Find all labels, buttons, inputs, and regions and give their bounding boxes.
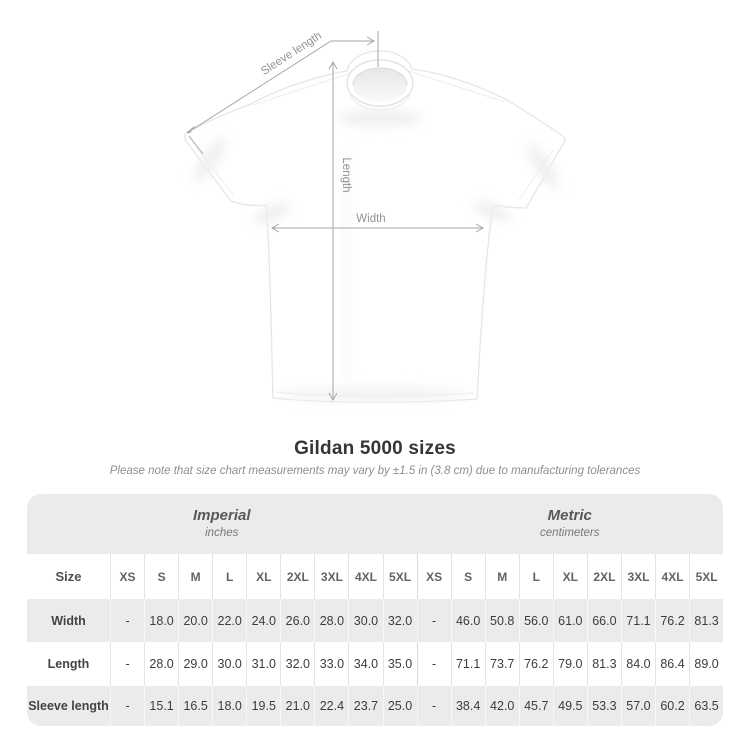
value-cell: 20.0 <box>178 599 212 642</box>
value-cell: 42.0 <box>485 686 519 726</box>
value-cell: 89.0 <box>689 642 723 686</box>
size-header-xl: XL <box>246 554 280 599</box>
tolerance-note: Please note that size chart measurements may vary by ±1.5 in (3.8 cm) due to manufacturing tolerances <box>109 465 641 477</box>
row-label: Length <box>47 657 90 671</box>
size-header-4xl: 4XL <box>348 554 382 599</box>
size-header-row <box>27 554 723 599</box>
value-cell: 76.2 <box>655 599 689 642</box>
value-cell: 60.2 <box>655 686 689 726</box>
size-header-2xl: 2XL <box>587 554 621 599</box>
metric-label: Metric <box>547 507 592 525</box>
size-header-2xl: 2XL <box>280 554 314 599</box>
size-header-m: M <box>485 554 519 599</box>
value-cell: 15.1 <box>144 686 178 726</box>
value-cell: 79.0 <box>553 642 587 686</box>
size-header-xl: XL <box>553 554 587 599</box>
sleeve-length-label: Sleeve length <box>259 29 325 78</box>
value-cell: 57.0 <box>621 686 655 726</box>
value-cell: 32.0 <box>383 599 417 642</box>
size-header-l: L <box>212 554 246 599</box>
value-cell: 50.8 <box>485 599 519 642</box>
title-block <box>0 438 750 477</box>
value-cell: 33.0 <box>314 642 348 686</box>
value-cell: 18.0 <box>212 686 246 726</box>
size-header-5xl: 5XL <box>689 554 723 599</box>
value-cell: 81.3 <box>587 642 621 686</box>
value-cell: 63.5 <box>689 686 723 726</box>
size-table <box>27 494 723 726</box>
value-cell: - <box>110 642 144 686</box>
metric-unit-label: centimeters <box>540 526 600 539</box>
value-cell: 53.3 <box>587 686 621 726</box>
value-cell: 23.7 <box>348 686 382 726</box>
value-cell: 30.0 <box>212 642 246 686</box>
value-cell: 81.3 <box>689 599 723 642</box>
tshirt-collar <box>347 60 413 110</box>
value-cell: 56.0 <box>519 599 553 642</box>
value-cell: 49.5 <box>553 686 587 726</box>
unit-group-row <box>27 494 723 554</box>
size-column-header: Size <box>55 569 82 584</box>
row-label: Sleeve length <box>28 699 109 713</box>
value-cell: 29.0 <box>178 642 212 686</box>
table-row-length <box>27 642 723 686</box>
size-header-xs: XS <box>417 554 451 599</box>
row-label: Width <box>51 613 86 628</box>
value-cell: 35.0 <box>383 642 417 686</box>
imperial-unit-label: inches <box>205 526 239 539</box>
value-cell: 38.4 <box>451 686 485 726</box>
value-cell: 28.0 <box>314 599 348 642</box>
size-header-s: S <box>144 554 178 599</box>
size-header-m: M <box>178 554 212 599</box>
size-header-3xl: 3XL <box>621 554 655 599</box>
tshirt-image <box>185 51 565 402</box>
value-cell: 31.0 <box>246 642 280 686</box>
size-header-4xl: 4XL <box>655 554 689 599</box>
value-cell: 45.7 <box>519 686 553 726</box>
table-row-width <box>27 599 723 642</box>
imperial-group-header <box>27 494 417 554</box>
value-cell: 71.1 <box>451 642 485 686</box>
value-cell: 24.0 <box>246 599 280 642</box>
value-cell: 66.0 <box>587 599 621 642</box>
table-body <box>27 599 723 726</box>
value-cell: 18.0 <box>144 599 178 642</box>
size-header-3xl: 3XL <box>314 554 348 599</box>
metric-group-header <box>417 494 724 554</box>
value-cell: 32.0 <box>280 642 314 686</box>
value-cell: 30.0 <box>348 599 382 642</box>
value-cell: 26.0 <box>280 599 314 642</box>
size-header-l: L <box>519 554 553 599</box>
imperial-label: Imperial <box>192 507 251 525</box>
width-label: Width <box>356 213 386 225</box>
length-label: Length <box>340 157 352 193</box>
size-header-s: S <box>451 554 485 599</box>
value-cell: 61.0 <box>553 599 587 642</box>
value-cell: 19.5 <box>246 686 280 726</box>
value-cell: 73.7 <box>485 642 519 686</box>
value-cell: 71.1 <box>621 599 655 642</box>
size-header-5xl: 5XL <box>383 554 417 599</box>
value-cell: 28.0 <box>144 642 178 686</box>
value-cell: 16.5 <box>178 686 212 726</box>
value-cell: 25.0 <box>383 686 417 726</box>
value-cell: - <box>417 599 451 642</box>
value-cell: - <box>110 599 144 642</box>
value-cell: - <box>417 686 451 726</box>
value-cell: 76.2 <box>519 642 553 686</box>
value-cell: 22.4 <box>314 686 348 726</box>
value-cell: - <box>110 686 144 726</box>
value-cell: 84.0 <box>621 642 655 686</box>
size-header-xs: XS <box>110 554 144 599</box>
page-title: Gildan 5000 sizes <box>294 438 456 459</box>
value-cell: 86.4 <box>655 642 689 686</box>
value-cell: 21.0 <box>280 686 314 726</box>
value-cell: 22.0 <box>212 599 246 642</box>
value-cell: 46.0 <box>451 599 485 642</box>
table-row-sleeve-length <box>27 686 723 726</box>
value-cell: - <box>417 642 451 686</box>
value-cell: 34.0 <box>348 642 382 686</box>
